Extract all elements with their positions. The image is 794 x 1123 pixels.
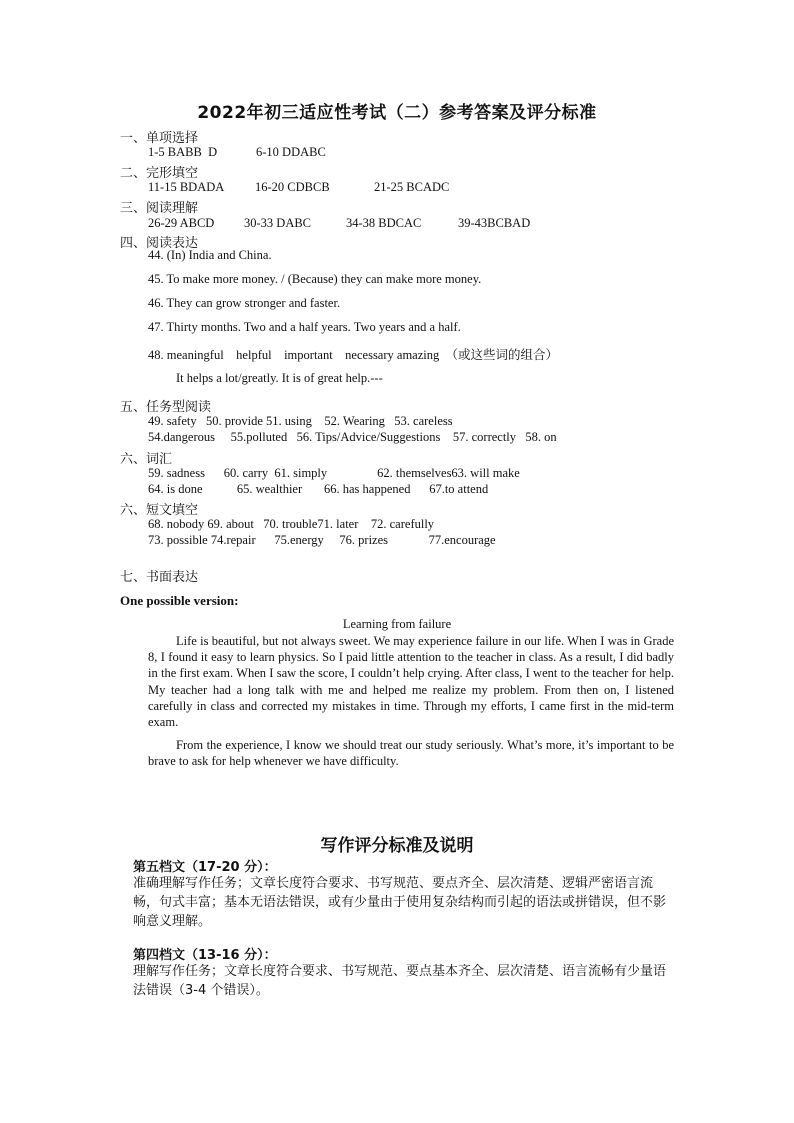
rubric-level5-heading: 第五档文（17-20 分）：: [133, 860, 277, 875]
essay-paragraph-1: Life is beautiful, but not always sweet. We may experience failure in our life. When I was in Grade 8, I found it easy to learn physics. So I paid little attention to the teacher in class. As a result, I did badly in the first exam. When I saw the score, I couldn’t help crying. After class, I went to the teacher for help. My teacher had a long talk with me and helped me realize my problem. From then on, I listened carefully in class and corrected my mistakes in time. Through my efforts, I came first in the mid-term exam.: [148, 634, 674, 730]
answer-q47: 47. Thirty months. Two and a half years. Two years and a half.: [148, 320, 461, 334]
answer-group: 39-43BCBAD: [458, 216, 531, 230]
answer-q48-sentences: It helps a lot/greatly. It is of great help.---: [176, 371, 383, 385]
answer-q48-words: 48. meaningful helpful important necessary amazing （或这些词的组合）: [148, 348, 558, 362]
rubric-title: 写作评分标准及说明: [320, 836, 474, 856]
essay-label: One possible version:: [120, 593, 239, 608]
answer-line-task-reading-2: 54.dangerous 55.polluted 56. Tips/Advice/Suggestions 57. correctly 58. on: [148, 430, 557, 444]
section-heading-reading-expression: 四、阅读表达: [120, 236, 199, 251]
rubric-level5-body: 准确理解写作任务；文章长度符合要求、书写规范、要点齐全、层次清楚、逻辑严密语言流畅，句式丰富；基本无语法错误，或有少量由于使用复杂结构而引起的语法或拼错误，但不影响意义理解。: [133, 876, 667, 929]
answer-q44: 44. (In) India and China.: [148, 248, 272, 262]
rubric-level4-heading: 第四档文（13-16 分）：: [133, 948, 277, 963]
answer-line-cloze: [148, 180, 449, 195]
answer-group: 16-20 CDBCB: [255, 180, 330, 194]
answer-group: 1-5 BABB D: [148, 145, 218, 159]
answer-group: 26-29 ABCD: [148, 216, 215, 230]
answer-group: 34-38 BDCAC: [346, 216, 422, 230]
answer-line-task-reading-1: 49. safety 50. provide 51. using 52. Wearing 53. careless: [148, 414, 453, 428]
essay-title: Learning from failure: [342, 617, 452, 631]
answer-line-vocabulary-1: 59. sadness 60. carry 61. simply 62. themselves63. will make: [148, 466, 520, 480]
section-heading-task-reading: 五、任务型阅读: [120, 400, 212, 415]
answer-group: 30-33 DABC: [244, 216, 312, 230]
answer-line-reading: [148, 216, 530, 231]
section-heading-reading: 三、阅读理解: [120, 201, 199, 216]
rubric-level4-body: 理解写作任务；文章长度符合要求、书写规范、要点基本齐全、层次清楚、语言流畅有少量语法错误（3-4 个错误）。: [133, 964, 667, 998]
answer-line-gap-filling-1: 68. nobody 69. about 70. trouble71. later 72. carefully: [148, 517, 435, 531]
page-title: 2022年初三适应性考试（二）参考答案及评分标准: [197, 103, 597, 123]
section-heading-single-choice: 一、单项选择: [120, 131, 199, 146]
answer-q46: 46. They can grow stronger and faster.: [148, 296, 341, 310]
answer-q45: 45. To make more money. / (Because) they can make more money.: [148, 272, 482, 286]
section-heading-gap-filling: 六、短文填空: [120, 503, 199, 518]
section-heading-vocabulary: 六、词汇: [120, 452, 173, 467]
answer-group: 6-10 DDABC: [256, 145, 326, 159]
section-heading-cloze: 二、完形填空: [120, 166, 199, 181]
essay-paragraph-2: From the experience, I know we should treat our study seriously. What’s more, it’s important to be brave to ask for help whenever we have difficulty.: [148, 738, 674, 769]
answer-group: 21-25 BCADC: [374, 180, 450, 194]
answer-line-vocabulary-2: 64. is done 65. wealthier 66. has happened 67.to attend: [148, 482, 489, 496]
answer-line-single-choice: [148, 145, 326, 160]
answer-group: 11-15 BDADA: [148, 180, 225, 194]
section-heading-writing: 七、书面表达: [120, 570, 199, 585]
answer-line-gap-filling-2: 73. possible 74.repair 75.energy 76. prizes 77.encourage: [148, 533, 496, 547]
